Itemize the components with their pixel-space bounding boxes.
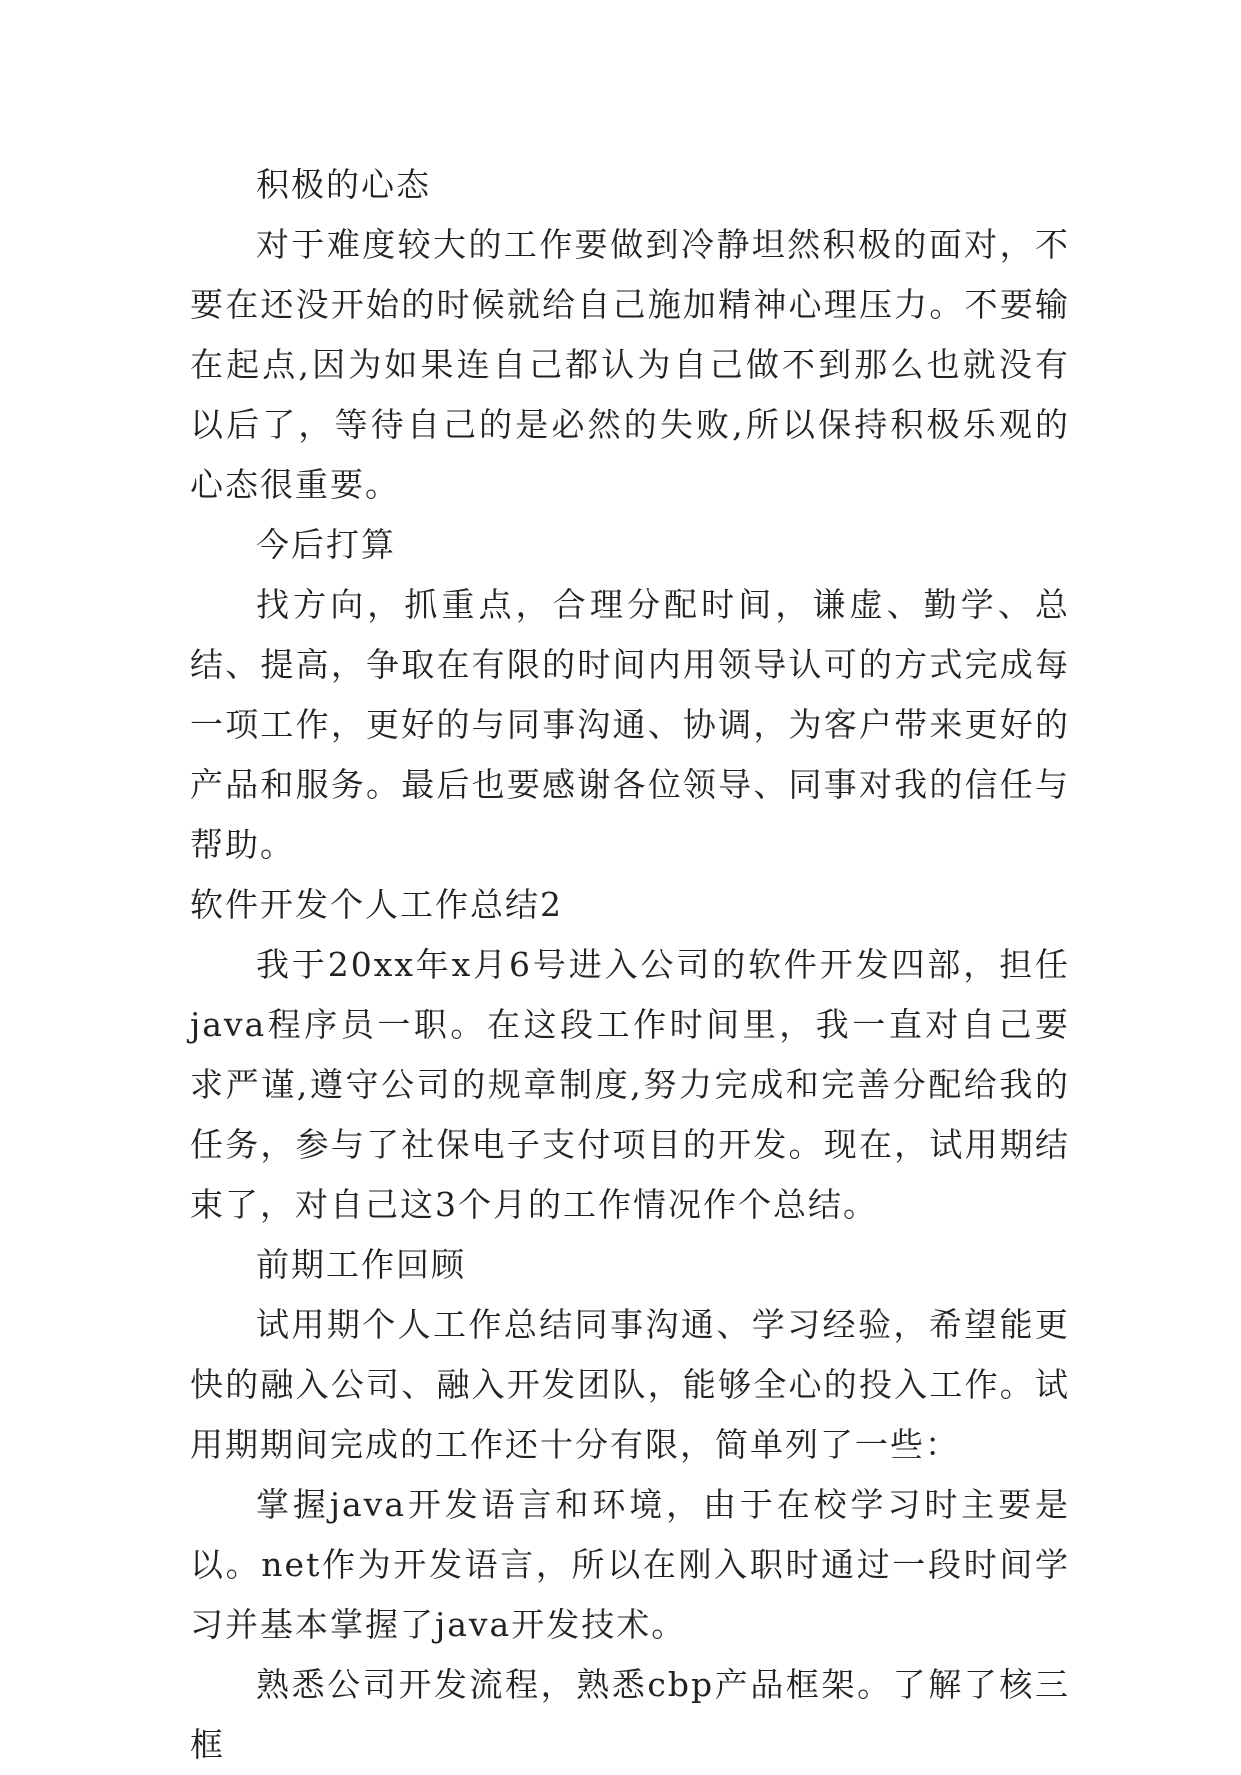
paragraph-introduction: 我于20xx年x月6号进入公司的软件开发四部，担任java程序员一职。在这段工作时间里，我一直对自己要求严谨,遵守公司的规章制度,努力完成和完善分配给我的任务，参与了社保电子支付项目的开发。现在，试用期结束了，对自己这3个月的工作情况作个总结。 [190, 945, 1070, 1224]
paragraph-trial-period: 试用期个人工作总结同事沟通、学习经验，希望能更快的融入公司、融入开发团队，能够全心的投入工作。试用期期间完成的工作还十分有限，简单列了一些： [190, 1305, 1070, 1464]
paragraph-positive-attitude: 对于难度较大的工作要做到冷静坦然积极的面对，不要在还没开始的时候就给自己施加精神心理压力。不要输在起点,因为如果连自己都认为自己做不到那么也就没有以后了，等待自己的是必然的失败,所以保持积极乐观的心态很重要。 [190, 225, 1070, 504]
subheading-future-plans: 今后打算 [256, 525, 396, 564]
paragraph-cbp-framework: 熟悉公司开发流程，熟悉cbp产品框架。了解了核三框 [190, 1665, 1070, 1764]
subheading-early-work-review: 前期工作回顾 [256, 1245, 466, 1284]
document-body [190, 155, 1070, 1775]
section-title-summary-2: 软件开发个人工作总结2 [190, 885, 563, 924]
subheading-positive-attitude: 积极的心态 [256, 165, 431, 204]
paragraph-java-skills: 掌握java开发语言和环境，由于在校学习时主要是以。net作为开发语言，所以在刚入职时通过一段时间学习并基本掌握了java开发技术。 [190, 1485, 1070, 1644]
paragraph-future-plans: 找方向，抓重点，合理分配时间，谦虚、勤学、总结、提高，争取在有限的时间内用领导认可的方式完成每一项工作，更好的与同事沟通、协调，为客户带来更好的产品和服务。最后也要感谢各位领导、同事对我的信任与帮助。 [190, 585, 1070, 864]
